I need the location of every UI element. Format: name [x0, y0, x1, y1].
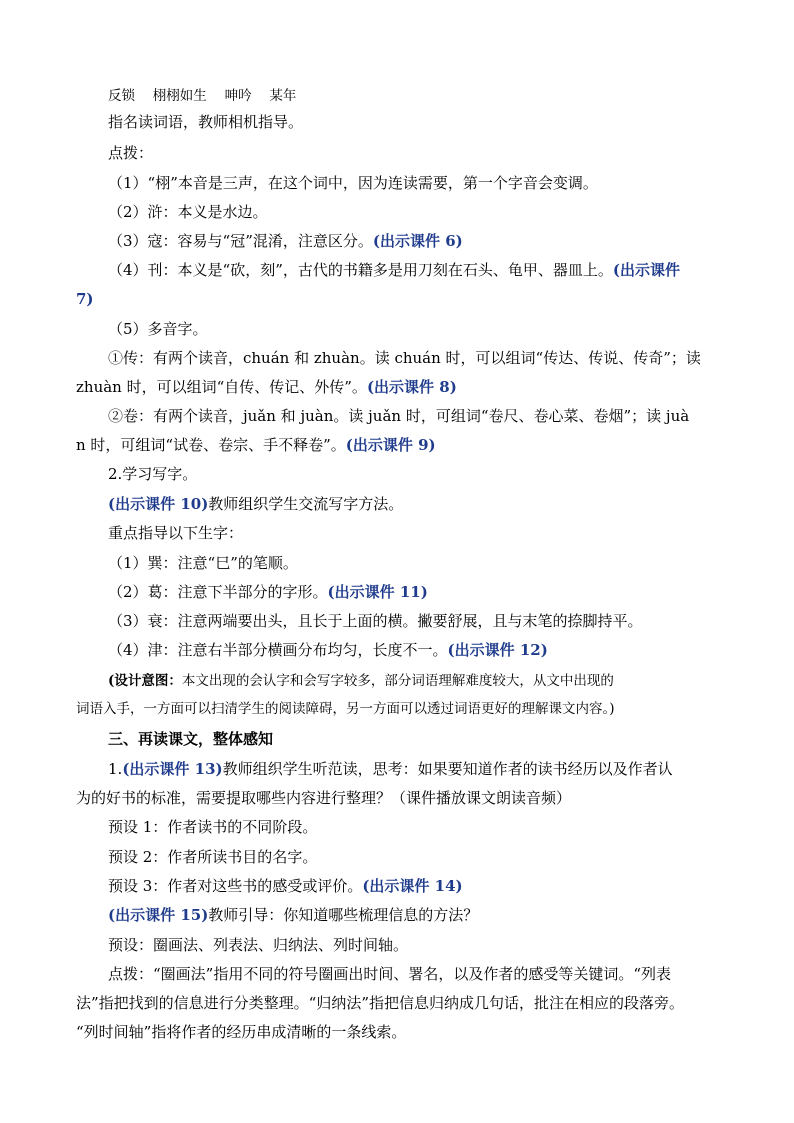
paragraph-continuation [76, 993, 684, 1013]
paragraph-continuation [76, 435, 436, 455]
section-heading [108, 729, 273, 749]
courseware-ref: (出示课件 10) [108, 495, 209, 513]
design-intent-text: 词语入手，一方面可以扫清学生的阅读障碍，另一方面可以透过词语更好的理解课文内容。) [76, 701, 615, 717]
design-intent-label: (设计意图： [108, 673, 182, 689]
paragraph [108, 876, 463, 896]
paragraph-continuation [76, 1022, 406, 1042]
courseware-ref: (出示课件 8) [366, 378, 457, 396]
paragraph-text: 教师组织学生交流写字方法。 [208, 495, 404, 513]
paragraph [108, 611, 643, 631]
courseware-ref: 7) [76, 290, 94, 308]
paragraph-text: （3）寇：容易与“冠”混淆，注意区分。 [108, 232, 373, 250]
paragraph [108, 260, 680, 280]
paragraph [108, 582, 428, 602]
paragraph [108, 935, 408, 955]
courseware-ref: (出示课件 14) [362, 877, 463, 895]
design-intent-text: 本文出现的会认字和会写字较多，部分词语理解难度较大，从文中出现的 [181, 673, 614, 689]
paragraph-text: （4）津：注意右半部分横画分布均匀，长度不一。 [108, 641, 448, 659]
paragraph-text: 为的好书的标准，需要提取哪些内容进行整理？（课件播放课文朗读音频） [76, 789, 572, 807]
word-list [108, 86, 296, 106]
paragraph-text: （1）巽：注意“巳”的笔顺。 [108, 554, 298, 572]
paragraph [108, 173, 598, 193]
paragraph [108, 817, 317, 837]
paragraph-text: “列时间轴”指将作者的经历串成清晰的一条线索。 [76, 1023, 407, 1041]
paragraph-text: zhuàn 时，可以组词“自传、传记、外传”。 [76, 378, 367, 396]
design-intent [108, 671, 614, 691]
paragraph [108, 231, 463, 251]
paragraph-text: 点拨：“圈画法”指用不同的符号圈画出时间、署名，以及作者的感受等关键词。“列表 [108, 965, 672, 983]
paragraph-text: （3）衰：注意两端要出头，且长于上面的横。撇要舒展，且与末笔的捺脚持平。 [108, 612, 643, 630]
paragraph [108, 202, 268, 222]
paragraph [108, 112, 303, 132]
courseware-ref: (出示课件 11) [327, 583, 428, 601]
paragraph [108, 905, 478, 925]
paragraph-text: 预设：圈画法、列表法、归纳法、列时间轴。 [108, 936, 409, 954]
paragraph [108, 494, 403, 514]
courseware-ref: (出示课件 [612, 261, 680, 279]
paragraph [108, 406, 689, 426]
word-list-text: 反锁 栩栩如生 呻吟 某年 [108, 88, 297, 104]
paragraph-text: n 时，可组词“试卷、卷宗、手不释卷”。 [76, 436, 346, 454]
paragraph-text: （2）葛：注意下半部分的字形。 [108, 583, 328, 601]
paragraph-text: 重点指导以下生字： [108, 524, 244, 542]
courseware-ref: (出示课件 6) [372, 232, 463, 250]
paragraph-text: （4）刊：本义是“砍，刻”，古代的书籍多是用刀刻在石头、龟甲、器皿上。 [108, 261, 613, 279]
paragraph-text: 教师组织学生听范读，思考：如果要知道作者的读书经历以及作者认 [222, 760, 673, 778]
courseware-ref: (出示课件 13) [122, 760, 223, 778]
paragraph-text: 1. [108, 760, 123, 778]
paragraph-continuation [76, 289, 94, 309]
paragraph-text: 2.学习写字。 [108, 465, 198, 483]
design-intent-continuation [76, 699, 615, 719]
courseware-ref: (出示课件 9) [345, 436, 436, 454]
paragraph-text: 预设 2：作者所读书目的名字。 [108, 848, 318, 866]
paragraph [108, 464, 197, 484]
paragraph-continuation [76, 788, 571, 808]
paragraph-continuation [76, 377, 457, 397]
courseware-ref: (出示课件 15) [108, 906, 209, 924]
paragraph-text: 指名读词语，教师相机指导。 [108, 113, 304, 131]
paragraph [108, 348, 701, 368]
paragraph [108, 847, 317, 867]
paragraph [108, 319, 208, 339]
paragraph [108, 523, 243, 543]
paragraph-text: 预设 3：作者对这些书的感受或评价。 [108, 877, 363, 895]
paragraph-text: 法”指把找到的信息进行分类整理。“归纳法”指把信息归纳成几句话，批注在相应的段落旁。 [76, 994, 685, 1012]
paragraph-text: 教师引导：你知道哪些梳理信息的方法？ [208, 906, 479, 924]
paragraph-text: 点拨： [108, 144, 154, 162]
paragraph [108, 640, 548, 660]
paragraph-text: （5）多音字。 [108, 320, 208, 338]
paragraph-text: （2）浒：本义是水边。 [108, 203, 268, 221]
courseware-ref: (出示课件 12) [447, 641, 548, 659]
paragraph-text: （1）“栩”本音是三声，在这个词中，因为连读需要，第一个字音会变调。 [108, 174, 598, 192]
paragraph [108, 759, 673, 779]
paragraph [108, 964, 671, 984]
paragraph-text: ②卷：有两个读音，juǎn 和 juàn。读 juǎn 时，可组词“卷尺、卷心菜、卷烟”；读 juà [108, 407, 690, 425]
paragraph [108, 143, 153, 163]
paragraph-text: ①传：有两个读音，chuán 和 zhuàn。读 chuán 时，可以组词“传达、传说、传奇”；读 [108, 349, 701, 367]
paragraph-text: 预设 1：作者读书的不同阶段。 [108, 818, 318, 836]
paragraph [108, 553, 298, 573]
section-heading-text: 三、再读课文，整体感知 [108, 730, 274, 748]
